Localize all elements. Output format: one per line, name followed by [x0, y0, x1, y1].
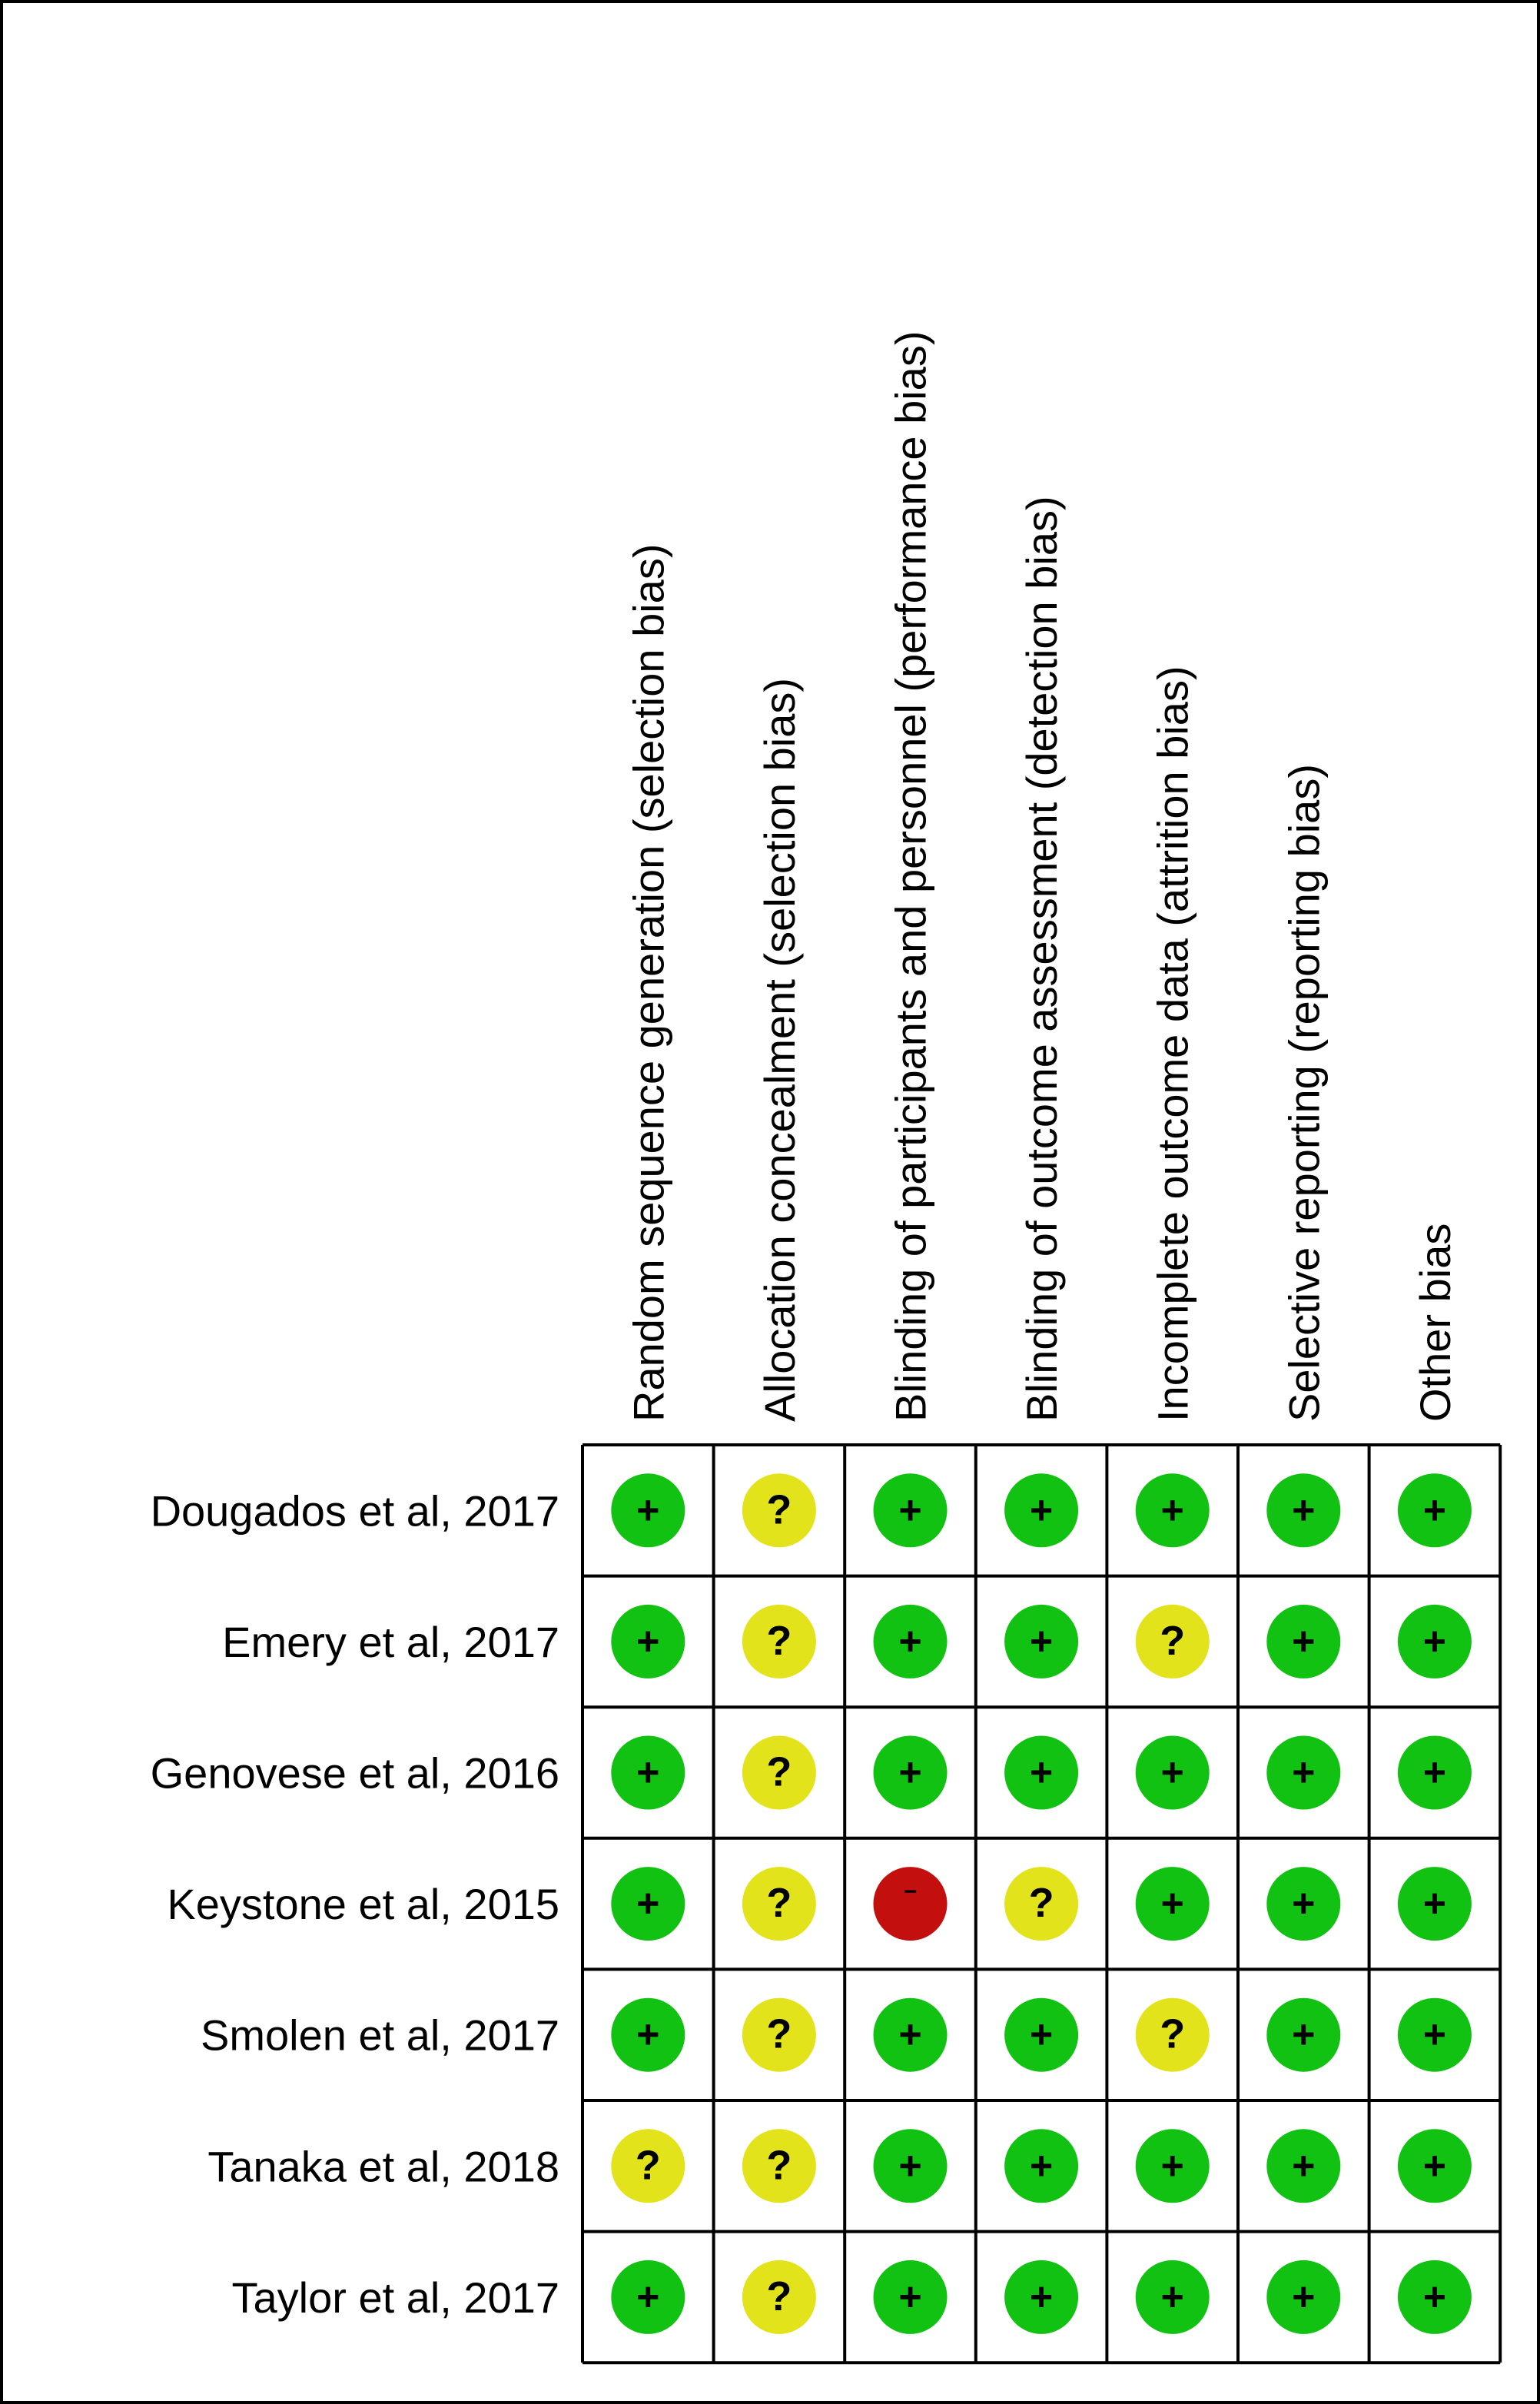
low-risk-symbol: + [1292, 1750, 1316, 1795]
row-label-3: Genovese et al, 2016 [150, 1748, 559, 1798]
cell-low-risk-r7-c3 [874, 2260, 948, 2334]
cell-low-risk-r3-c3 [874, 1736, 948, 1810]
unclear-risk-symbol: ? [766, 2011, 792, 2057]
low-risk-symbol: + [898, 2012, 922, 2057]
low-risk-symbol: + [1292, 2143, 1316, 2189]
column-label-5: Incomplete outcome data (attrition bias) [1148, 666, 1197, 1422]
cell-low-risk-r2-c6 [1266, 1605, 1340, 1678]
cell-low-risk-r4-c1 [611, 1867, 685, 1941]
column-label-6: Selective reporting (reporting bias) [1279, 764, 1329, 1422]
cell-low-risk-r7-c1 [611, 2260, 685, 2334]
cell-low-risk-r5-c4 [1004, 1998, 1078, 2072]
cell-unclear-risk-r5-c2 [742, 1998, 816, 2072]
cell-unclear-risk-r3-c2 [742, 1736, 816, 1810]
low-risk-symbol: + [1422, 1619, 1447, 1664]
unclear-risk-symbol: ? [766, 2273, 792, 2319]
low-risk-symbol: + [1029, 2274, 1054, 2319]
cell-low-risk-r7-c6 [1266, 2260, 1340, 2334]
column-label-3: Blinding of participants and personnel (performance bias) [886, 330, 935, 1422]
cell-low-risk-r4-c5 [1136, 1867, 1210, 1941]
cell-unclear-risk-r6-c2 [742, 2129, 816, 2203]
unclear-risk-symbol: ? [766, 1880, 792, 1927]
low-risk-symbol: + [1160, 1488, 1184, 1533]
cell-unclear-risk-r5-c5 [1136, 1998, 1210, 2072]
low-risk-symbol: + [1292, 2012, 1316, 2057]
unclear-risk-symbol: ? [1160, 1617, 1186, 1664]
cell-low-risk-r6-c4 [1004, 2129, 1078, 2203]
low-risk-symbol: + [1029, 1619, 1054, 1664]
unclear-risk-symbol: ? [635, 2142, 661, 2189]
unclear-risk-symbol: ? [766, 2142, 792, 2189]
cell-unclear-risk-r7-c2 [742, 2260, 816, 2334]
low-risk-symbol: + [1160, 1750, 1184, 1795]
low-risk-symbol: + [1422, 2274, 1447, 2319]
low-risk-symbol: + [1160, 2274, 1184, 2319]
low-risk-symbol: + [1029, 1488, 1054, 1533]
high-risk-symbol: − [903, 1879, 918, 1905]
cell-unclear-risk-r6-c1 [611, 2129, 685, 2203]
low-risk-symbol: + [1422, 1881, 1447, 1927]
column-label-1: Random sequence generation (selection bias) [624, 543, 673, 1422]
unclear-risk-symbol: ? [766, 1748, 792, 1795]
cell-low-risk-r1-c6 [1266, 1473, 1340, 1547]
low-risk-symbol: + [636, 2012, 660, 2057]
cell-unclear-risk-r1-c2 [742, 1473, 816, 1547]
low-risk-symbol: + [1422, 1750, 1447, 1795]
low-risk-symbol: + [1422, 2143, 1447, 2189]
risk-cells [611, 1473, 1472, 2334]
cell-low-risk-r5-c6 [1266, 1998, 1340, 2072]
low-risk-symbol: + [1292, 2274, 1316, 2319]
cell-low-risk-r6-c6 [1266, 2129, 1340, 2203]
cell-low-risk-r6-c7 [1398, 2129, 1472, 2203]
cell-low-risk-r2-c4 [1004, 1605, 1078, 1678]
low-risk-symbol: + [898, 1619, 922, 1664]
cell-low-risk-r5-c3 [874, 1998, 948, 2072]
low-risk-symbol: + [1292, 1619, 1316, 1664]
row-label-1: Dougados et al, 2017 [150, 1486, 559, 1536]
cell-low-risk-r3-c7 [1398, 1736, 1472, 1810]
low-risk-symbol: + [898, 1750, 922, 1795]
cell-unclear-risk-r4-c4 [1004, 1867, 1078, 1941]
column-label-4: Blinding of outcome assessment (detection bias) [1017, 496, 1067, 1422]
cell-low-risk-r4-c7 [1398, 1867, 1472, 1941]
cell-low-risk-r3-c6 [1266, 1736, 1340, 1810]
low-risk-symbol: + [898, 2143, 922, 2189]
cell-high-risk-r4-c3 [874, 1867, 948, 1941]
cell-low-risk-r6-c3 [874, 2129, 948, 2203]
cell-low-risk-r1-c7 [1398, 1473, 1472, 1547]
cell-unclear-risk-r2-c2 [742, 1605, 816, 1678]
cell-low-risk-r2-c3 [874, 1605, 948, 1678]
low-risk-symbol: + [1029, 1750, 1054, 1795]
low-risk-symbol: + [898, 2274, 922, 2319]
unclear-risk-symbol: ? [1160, 2011, 1186, 2057]
cell-low-risk-r5-c1 [611, 1998, 685, 2072]
column-label-7: Other bias [1410, 1223, 1459, 1422]
column-labels [624, 331, 1459, 1422]
low-risk-symbol: + [1292, 1881, 1316, 1927]
low-risk-symbol: + [1422, 2012, 1447, 2057]
low-risk-symbol: + [636, 2274, 660, 2319]
cell-low-risk-r2-c7 [1398, 1605, 1472, 1678]
row-label-7: Taylor et al, 2017 [231, 2273, 559, 2322]
row-label-4: Keystone et al, 2015 [167, 1880, 559, 1929]
cell-low-risk-r2-c1 [611, 1605, 685, 1678]
low-risk-symbol: + [1422, 1488, 1447, 1533]
low-risk-symbol: + [636, 1488, 660, 1533]
low-risk-symbol: + [1160, 2143, 1184, 2189]
cell-unclear-risk-r2-c5 [1136, 1605, 1210, 1678]
cell-low-risk-r1-c4 [1004, 1473, 1078, 1547]
low-risk-symbol: + [898, 1488, 922, 1533]
unclear-risk-symbol: ? [1028, 1880, 1054, 1927]
cell-unclear-risk-r4-c2 [742, 1867, 816, 1941]
unclear-risk-symbol: ? [766, 1617, 792, 1664]
cell-low-risk-r1-c5 [1136, 1473, 1210, 1547]
low-risk-symbol: + [1029, 2143, 1054, 2189]
cell-low-risk-r1-c3 [874, 1473, 948, 1547]
row-labels [151, 1486, 559, 2322]
cell-low-risk-r7-c7 [1398, 2260, 1472, 2334]
low-risk-symbol: + [1029, 2012, 1054, 2057]
cell-low-risk-r3-c1 [611, 1736, 685, 1810]
cell-low-risk-r3-c5 [1136, 1736, 1210, 1810]
cell-low-risk-r6-c5 [1136, 2129, 1210, 2203]
cell-low-risk-r1-c1 [611, 1473, 685, 1547]
low-risk-symbol: + [636, 1881, 660, 1927]
row-label-5: Smolen et al, 2017 [201, 2011, 559, 2060]
cell-low-risk-r3-c4 [1004, 1736, 1078, 1810]
low-risk-symbol: + [1160, 1881, 1184, 1927]
low-risk-symbol: + [636, 1750, 660, 1795]
low-risk-symbol: + [1292, 1488, 1316, 1533]
unclear-risk-symbol: ? [766, 1486, 792, 1533]
row-label-2: Emery et al, 2017 [222, 1617, 559, 1666]
cell-low-risk-r7-c4 [1004, 2260, 1078, 2334]
cell-low-risk-r7-c5 [1136, 2260, 1210, 2334]
low-risk-symbol: + [636, 1619, 660, 1664]
cell-low-risk-r5-c7 [1398, 1998, 1472, 2072]
cell-low-risk-r4-c6 [1266, 1867, 1340, 1941]
column-label-2: Allocation concealment (selection bias) [755, 677, 804, 1422]
row-label-6: Tanaka et al, 2018 [207, 2142, 559, 2191]
